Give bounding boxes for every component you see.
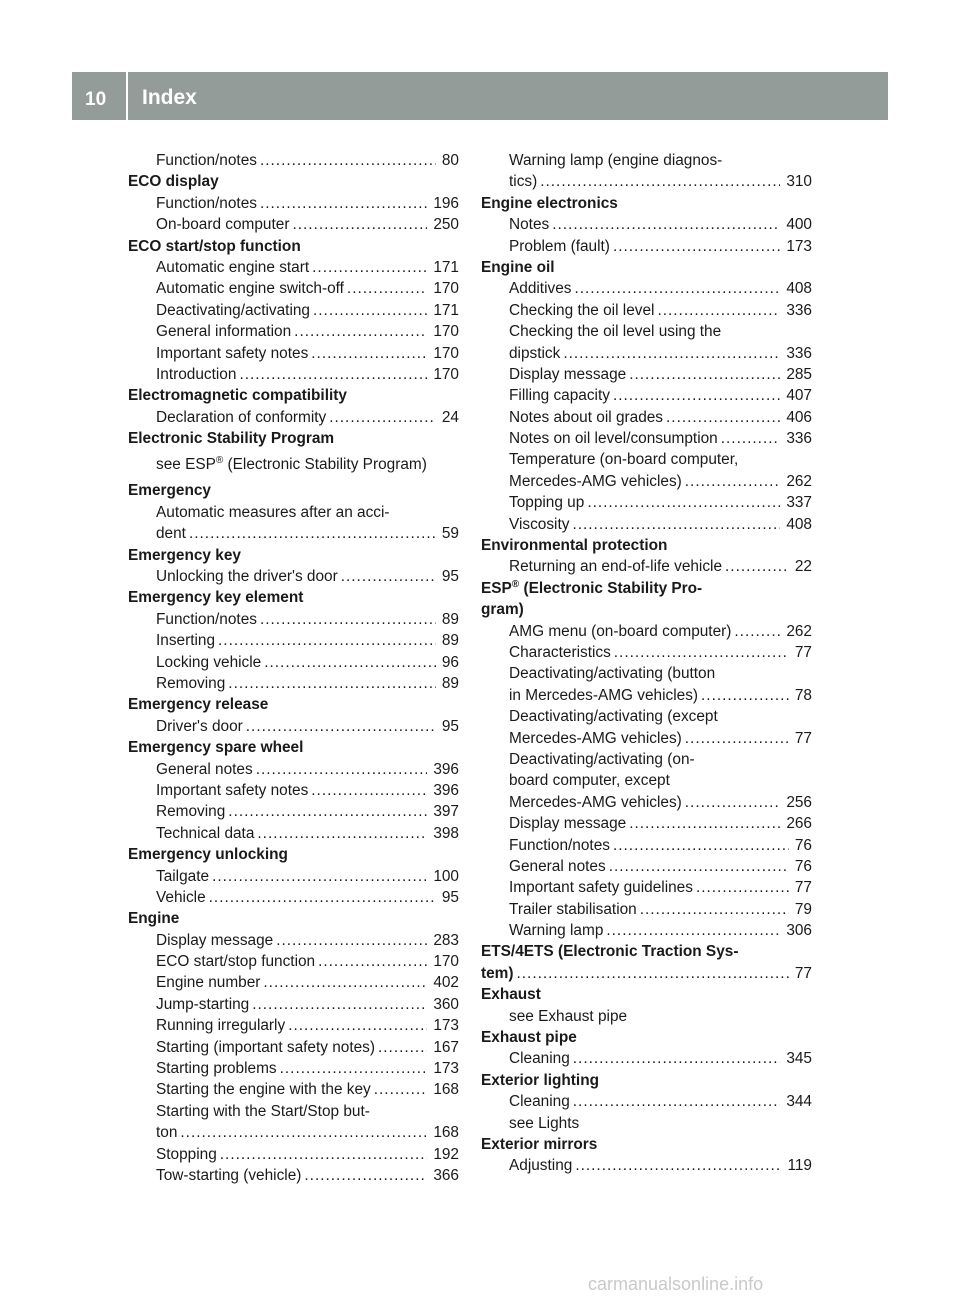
index-heading: Emergency key element bbox=[128, 589, 304, 607]
index-entry: Viscosity ..... 408 bbox=[481, 514, 812, 535]
index-entry: ton ..... 168 bbox=[128, 1122, 459, 1143]
index-column-right bbox=[481, 150, 812, 1177]
index-entry: Removing ..... 397 bbox=[128, 801, 459, 822]
index-crossref: see Lights bbox=[509, 1114, 580, 1132]
index-entry: Trailer stabilisation ..... 79 bbox=[481, 899, 812, 920]
index-entry: tem) ..... 77 bbox=[481, 963, 812, 984]
index-crossref: see ESP® (Electronic Stability Program) bbox=[156, 455, 427, 474]
watermark: carmanualsonline.info bbox=[588, 1274, 764, 1294]
index-entry: Cleaning ..... 345 bbox=[481, 1048, 812, 1069]
registered-mark: ® bbox=[511, 578, 520, 590]
index-heading: Emergency bbox=[128, 482, 211, 500]
page-number-box bbox=[72, 72, 126, 120]
index-entry: Warning lamp ..... 306 bbox=[481, 920, 812, 941]
index-subentry-text: Temperature (on-board computer, bbox=[509, 451, 739, 469]
index-entry: General notes ..... 396 bbox=[128, 759, 459, 780]
index-heading: gram) bbox=[481, 601, 524, 619]
index-entry: Locking vehicle ..... 96 bbox=[128, 652, 459, 673]
page-number: 10 bbox=[85, 89, 107, 110]
index-heading: ETS/4ETS (Electronic Traction Sys- bbox=[481, 943, 739, 961]
index-entry: General information ..... 170 bbox=[128, 321, 459, 342]
index-entry: Cleaning ..... 344 bbox=[481, 1091, 812, 1112]
index-heading: Emergency release bbox=[128, 696, 269, 714]
index-entry: dent ..... 59 bbox=[128, 523, 459, 544]
index-entry: Declaration of conformity ..... 24 bbox=[128, 407, 459, 428]
index-entry: Starting the engine with the key ..... 168 bbox=[128, 1079, 459, 1100]
index-subentry-text: Deactivating/activating (except bbox=[509, 708, 718, 726]
index-entry: Starting (important safety notes) ..... 167 bbox=[128, 1037, 459, 1058]
index-heading: Exhaust bbox=[481, 986, 541, 1004]
index-entry: Notes about oil grades ..... 406 bbox=[481, 407, 812, 428]
index-heading: Exterior lighting bbox=[481, 1071, 599, 1089]
section-title: Index bbox=[142, 86, 197, 109]
page-header bbox=[72, 72, 888, 120]
index-heading: Exterior mirrors bbox=[481, 1135, 598, 1153]
registered-mark: ® bbox=[215, 455, 224, 467]
index-subentry-text: Automatic measures after an acci- bbox=[156, 503, 390, 521]
index-entry: Additives ..... 408 bbox=[481, 278, 812, 299]
index-heading: ECO display bbox=[128, 173, 219, 191]
index-entry: Display message ..... 283 bbox=[128, 930, 459, 951]
index-subentry-text: Deactivating/activating (button bbox=[509, 665, 716, 683]
index-entry: Notes ..... 400 bbox=[481, 214, 812, 235]
index-entry: Automatic engine start ..... 171 bbox=[128, 257, 459, 278]
index-subentry-text: Checking the oil level using the bbox=[509, 323, 722, 341]
index-heading: Engine bbox=[128, 910, 180, 928]
index-entry: Technical data ..... 398 bbox=[128, 823, 459, 844]
index-heading: Electronic Stability Program bbox=[128, 430, 335, 448]
index-crossref: see Exhaust pipe bbox=[509, 1007, 628, 1025]
index-entry: Removing ..... 89 bbox=[128, 673, 459, 694]
index-entry: in Mercedes-AMG vehicles) ..... 78 bbox=[481, 685, 812, 706]
index-entry: Characteristics ..... 77 bbox=[481, 642, 812, 663]
index-entry: Driver's door ..... 95 bbox=[128, 716, 459, 737]
index-subentry-text: Deactivating/activating (on- bbox=[509, 750, 695, 768]
index-entry: Display message ..... 266 bbox=[481, 813, 812, 834]
index-entry: Display message ..... 285 bbox=[481, 364, 812, 385]
index-entry: Function/notes ..... 80 bbox=[128, 150, 459, 171]
index-heading: ESP® (Electronic Stability Pro- bbox=[481, 578, 703, 597]
index-entry: Function/notes ..... 76 bbox=[481, 835, 812, 856]
index-entry: Unlocking the driver's door ..... 95 bbox=[128, 566, 459, 587]
index-entry: Mercedes-AMG vehicles) ..... 77 bbox=[481, 728, 812, 749]
index-entry: Problem (fault) ..... 173 bbox=[481, 236, 812, 257]
index-entry: Engine number ..... 402 bbox=[128, 972, 459, 993]
index-subentry-text: board computer, except bbox=[509, 772, 670, 790]
index-entry: ECO start/stop function ..... 170 bbox=[128, 951, 459, 972]
index-heading: Emergency unlocking bbox=[128, 846, 288, 864]
index-entry: Starting problems ..... 173 bbox=[128, 1058, 459, 1079]
index-entry: On-board computer ..... 250 bbox=[128, 214, 459, 235]
index-entry: Tailgate ..... 100 bbox=[128, 866, 459, 887]
index-entry: Returning an end-of-life vehicle ..... 22 bbox=[481, 556, 812, 577]
index-entry: Function/notes ..... 196 bbox=[128, 193, 459, 214]
index-entry: dipstick ..... 336 bbox=[481, 343, 812, 364]
section-bar bbox=[128, 72, 888, 120]
index-entry: General notes ..... 76 bbox=[481, 856, 812, 877]
index-entry: Vehicle ..... 95 bbox=[128, 887, 459, 908]
index-entry: Stopping ..... 192 bbox=[128, 1144, 459, 1165]
index-subentry-text: Starting with the Start/Stop but- bbox=[156, 1102, 370, 1120]
index-entry: Mercedes-AMG vehicles) ..... 256 bbox=[481, 792, 812, 813]
index-entry: Mercedes-AMG vehicles) ..... 262 bbox=[481, 471, 812, 492]
index-entry: Topping up ..... 337 bbox=[481, 492, 812, 513]
index-entry: Deactivating/activating ..... 171 bbox=[128, 300, 459, 321]
index-subentry-text: Warning lamp (engine diagnos- bbox=[509, 152, 723, 169]
index-column-left bbox=[128, 150, 459, 1186]
index-entry: Introduction ..... 170 bbox=[128, 364, 459, 385]
index-entry: AMG menu (on-board computer) ..... 262 bbox=[481, 621, 812, 642]
index-heading: Emergency key bbox=[128, 546, 241, 564]
index-heading: Engine electronics bbox=[481, 194, 618, 212]
index-entry: Adjusting ..... 119 bbox=[481, 1155, 812, 1176]
index-entry: Jump-starting ..... 360 bbox=[128, 994, 459, 1015]
index-heading: Emergency spare wheel bbox=[128, 739, 304, 757]
index-entry: Important safety guidelines ..... 77 bbox=[481, 877, 812, 898]
index-heading: ECO start/stop function bbox=[128, 237, 301, 255]
index-entry: Filling capacity ..... 407 bbox=[481, 385, 812, 406]
index-entry: Checking the oil level ..... 336 bbox=[481, 300, 812, 321]
index-heading: Engine oil bbox=[481, 258, 555, 276]
index-entry: Function/notes ..... 89 bbox=[128, 609, 459, 630]
index-heading: Environmental protection bbox=[481, 537, 668, 555]
index-heading: Exhaust pipe bbox=[481, 1029, 577, 1047]
index-heading: Electromagnetic compatibility bbox=[128, 387, 347, 405]
index-entry: Notes on oil level/consumption ..... 336 bbox=[481, 428, 812, 449]
index-entry: Tow-starting (vehicle) ..... 366 bbox=[128, 1165, 459, 1186]
index-entry: Important safety notes ..... 170 bbox=[128, 343, 459, 364]
index-entry: Automatic engine switch-off ..... 170 bbox=[128, 278, 459, 299]
index-entry: Important safety notes ..... 396 bbox=[128, 780, 459, 801]
index-entry: tics) ..... 310 bbox=[481, 171, 812, 192]
index-entry: Running irregularly ..... 173 bbox=[128, 1015, 459, 1036]
index-entry: Inserting ..... 89 bbox=[128, 630, 459, 651]
